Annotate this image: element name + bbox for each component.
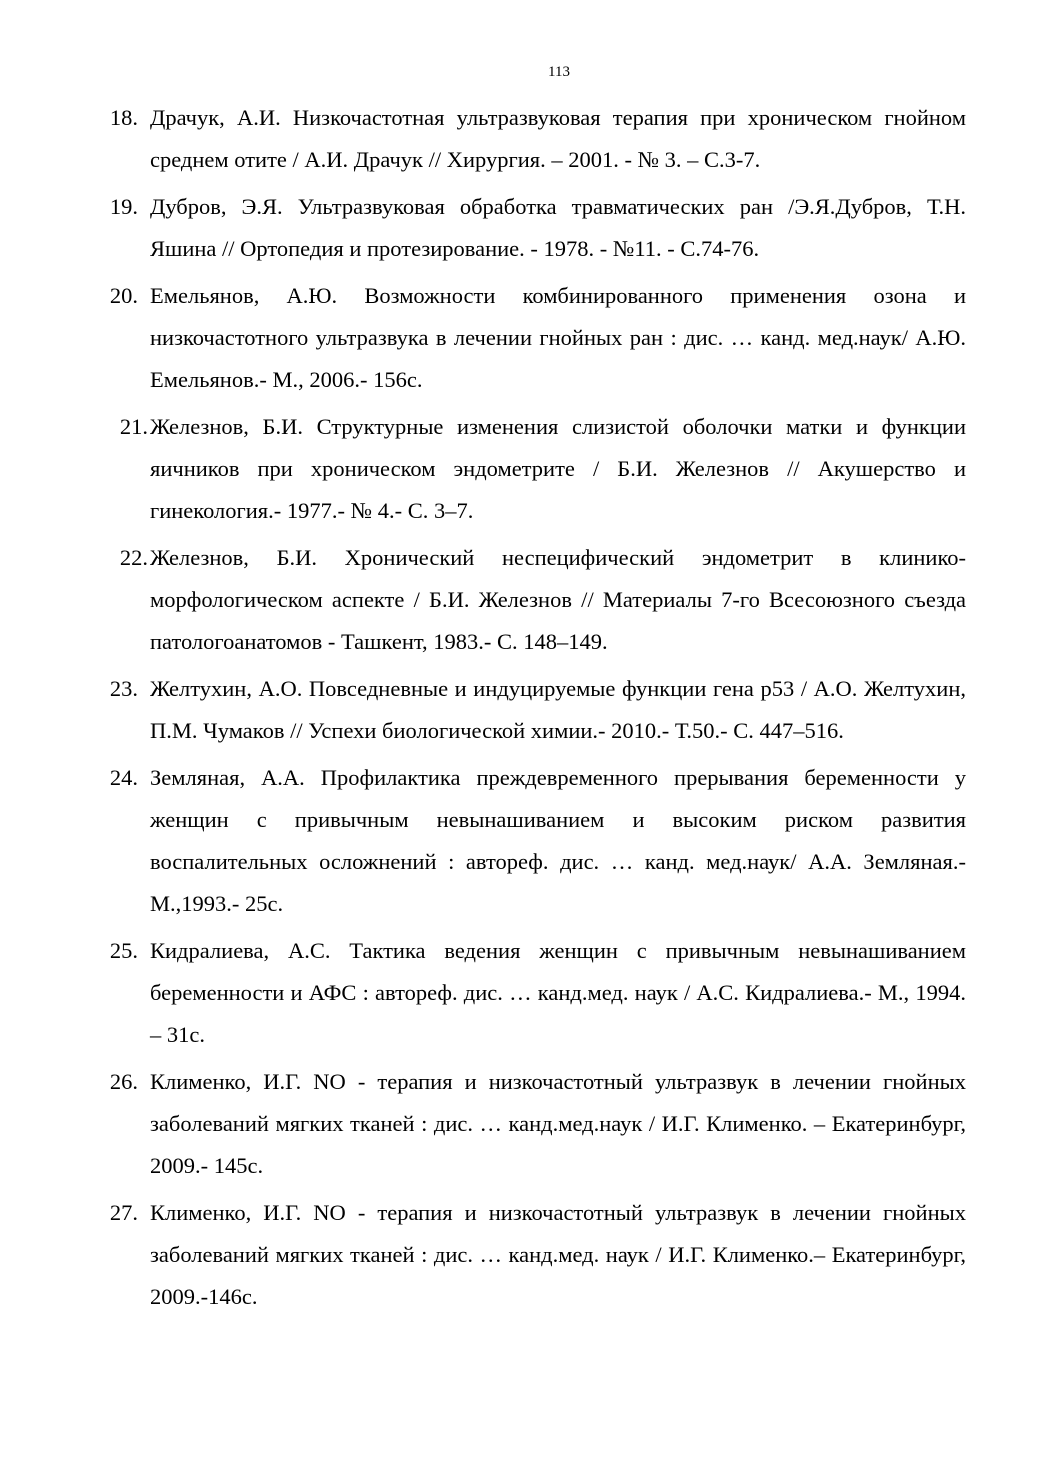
- reference-text: Драчук, А.И. Низкочастотная ультразвуковая терапия при хроническом гнойном среднем отите / А.И. Драчук // Хирургия. – 2001. - № 3. – С.3-7.: [150, 105, 966, 172]
- reference-number: 26.: [109, 1069, 138, 1094]
- reference-item: [0, 668, 1040, 752]
- reference-text: Железнов, Б.И. Хронический неспецифический эндометрит в клинико-морфологическом аспекте / Б.И. Железнов // Материалы 7-го Всесоюзного съезда патологоанатомов - Ташкент, 1983.- С. 148–149.: [150, 545, 966, 654]
- reference-number: 24.: [109, 765, 138, 790]
- reference-item: [0, 275, 1040, 401]
- reference-text: Желтухин, А.О. Повседневные и индуцируемые функции гена р53 / А.О. Желтухин, П.М. Чумаков // Успехи биологической химии.- 2010.- Т.50.- С. 447–516.: [150, 676, 966, 743]
- reference-text: Железнов, Б.И. Структурные изменения слизистой оболочки матки и функции яичников при хроническом эндометрите / Б.И. Железнов // Акушерство и гинекология.- 1977.- № 4.- С. 3–7.: [150, 414, 966, 523]
- reference-number: 18.: [109, 105, 138, 130]
- reference-number: 20.: [109, 283, 138, 308]
- reference-item: [0, 537, 1040, 663]
- page-number: 113: [548, 64, 570, 80]
- reference-text: Клименко, И.Г. NO - терапия и низкочастотный ультразвук в лечении гнойных заболеваний мягких тканей : дис. … канд.мед.наук / И.Г. Клименко. – Екатеринбург, 2009.- 145с.: [150, 1069, 966, 1178]
- reference-list: [0, 97, 1040, 1323]
- reference-item: [0, 186, 1040, 270]
- reference-text: Земляная, А.А. Профилактика преждевременного прерывания беременности у женщин с привычным невынашиванием и высоким риском развития воспалительных осложнений : автореф. дис. … канд. мед.наук/ А.А. Земляная.- М.,1993.- 25с.: [150, 765, 966, 916]
- reference-item: [0, 930, 1040, 1056]
- reference-item: [0, 757, 1040, 925]
- reference-text: Емельянов, А.Ю. Возможности комбинированного применения озона и низкочастотного ультразвука в лечении гнойных ран : дис. … канд. мед.наук/ А.Ю. Емельянов.- М., 2006.- 156с.: [150, 283, 966, 392]
- reference-number: 21.: [119, 414, 148, 439]
- reference-number: 27.: [109, 1200, 138, 1225]
- reference-item: [0, 406, 1040, 532]
- reference-text: Кидралиева, А.С. Тактика ведения женщин с привычным невынашиванием беременности и АФС : автореф. дис. … канд.мед. наук / А.С. Кидралиева.- М., 1994. – 31с.: [150, 938, 966, 1047]
- reference-number: 19.: [109, 194, 138, 219]
- reference-item: [0, 1192, 1040, 1318]
- reference-text: Дубров, Э.Я. Ультразвуковая обработка травматических ран /Э.Я.Дубров, Т.Н. Яшина // Ортопедия и протезирование. - 1978. - №11. - С.74-76.: [150, 194, 966, 261]
- reference-item: [0, 1061, 1040, 1187]
- reference-text: Клименко, И.Г. NO - терапия и низкочастотный ультразвук в лечении гнойных заболеваний мягких тканей : дис. … канд.мед. наук / И.Г. Клименко.– Екатеринбург, 2009.-146с.: [150, 1200, 966, 1309]
- reference-item: [0, 97, 1040, 181]
- reference-number: 23.: [109, 676, 138, 701]
- reference-number: 25.: [109, 938, 138, 963]
- reference-number: 22.: [119, 545, 148, 570]
